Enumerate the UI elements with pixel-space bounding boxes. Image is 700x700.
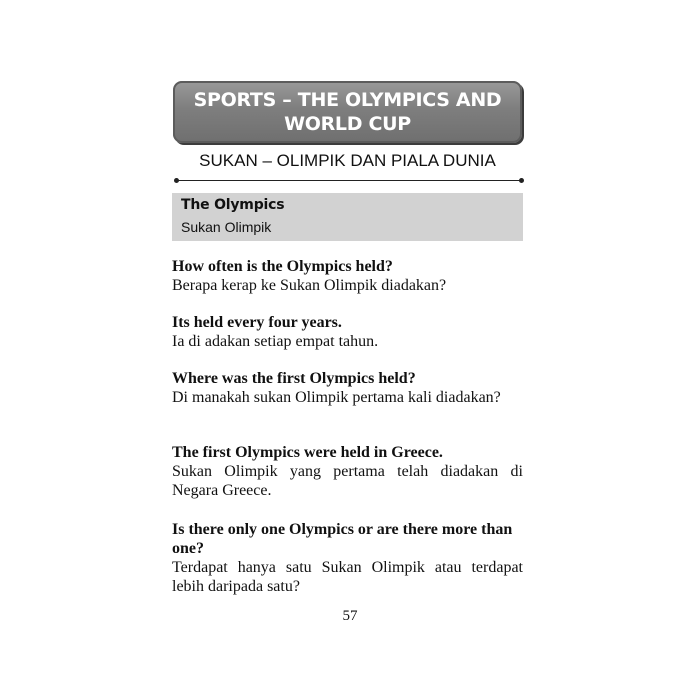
question-english: Where was the first Olympics held? bbox=[172, 370, 416, 387]
answer-english: The first Olympics were held in Greece. bbox=[172, 444, 443, 461]
chapter-title-banner bbox=[173, 81, 522, 143]
qa-item bbox=[172, 313, 523, 351]
qa-item bbox=[172, 520, 523, 596]
answer-english: Its held every four years. bbox=[172, 314, 342, 331]
section-title: The Olympics bbox=[181, 197, 285, 213]
chapter-subtitle: SUKAN – OLIMPIK DAN PIALA DUNIA bbox=[199, 151, 496, 170]
qa-item bbox=[172, 369, 523, 407]
question-english: How often is the Olympics held? bbox=[172, 258, 393, 275]
divider-dot-right bbox=[519, 178, 524, 183]
question-malay: Di manakah sukan Olimpik pertama kali diadakan? bbox=[172, 389, 501, 406]
chapter-title-line-1: SPORTS – THE OLYMPICS AND bbox=[193, 89, 502, 111]
question-malay: Terdapat hanya satu Sukan Olimpik atau terdapat lebih daripada satu? bbox=[172, 559, 523, 595]
qa-item bbox=[172, 257, 523, 295]
answer-malay: Sukan Olimpik yang pertama telah diadakan di Negara Greece. bbox=[172, 463, 523, 499]
section-subtitle: Sukan Olimpik bbox=[181, 219, 272, 235]
qa-item bbox=[172, 443, 523, 500]
question-english: Is there only one Olympics or are there more than one? bbox=[172, 521, 513, 557]
divider-rule bbox=[176, 180, 522, 181]
section-header bbox=[172, 193, 523, 241]
divider-dot-left bbox=[174, 178, 179, 183]
answer-malay: Ia di adakan setiap empat tahun. bbox=[172, 333, 379, 350]
question-malay: Berapa kerap ke Sukan Olimpik diadakan? bbox=[172, 277, 447, 294]
chapter-title-line-2: WORLD CUP bbox=[284, 113, 411, 135]
page-number: 57 bbox=[342, 608, 358, 624]
